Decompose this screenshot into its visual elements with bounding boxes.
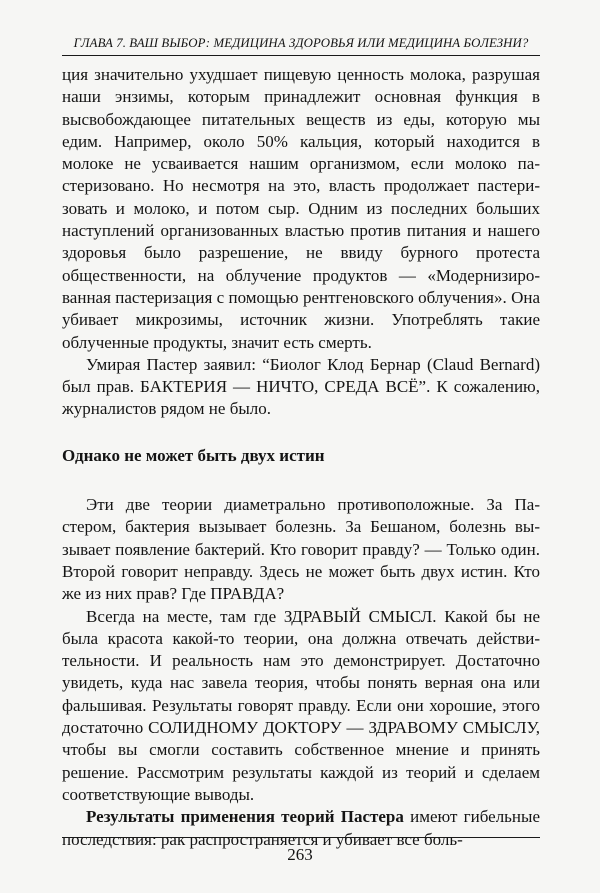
paragraph-common-sense: Всегда на месте, там где ЗДРАВЫЙ СМЫСЛ. Какой бы не была красота какой-то теории, она должна отвечать действительности. И реальность нам это демонстрирует. Достаточно увидеть, куда нас завела теория, чтобы понять верная она или фальшивая. Результаты говорят правду. Если они хорошие, этого достаточно СОЛИДНОМУ ДОКТОРУ — ЗДРАВОМУ СМЫСЛУ, чтобы вы смогли составить собственное мнение и принять решение. Рассмотрим результаты каждой из теорий и сделаем соответствующие выводы. <box>62 606 540 804</box>
page-number: 263 <box>287 845 313 864</box>
results-rest: имеют гибельные последствия: рак распространяется и убивает все боль- <box>62 807 540 849</box>
paragraph-continued: ция значительно ухудшает пищевую ценность молока, разрушая наши энзимы, которым принадлежит основная функция в высвобождающее питательных веществ из еды, которую мы едим. Например, около 50% кальция, который находится в молоке не усваивается нашим организмом, если молоко пастеризовано. Но несмотря на это, власть продолжает пастеризовать и молоко, и потом сыр. Одним из последних больших наступлений организованных властью против питания и нашего здоровья было разрешение, не ввиду бурного протеста общественности, на облучение продуктов — «Модернизированная пастеризация с помощью рентгеновского облучения». Она убивает микрозимы, источник жизни. Употреблять такие облученные продукты, значит есть смерть. <box>62 65 540 352</box>
results-lead-bold: Результаты применения теорий Пастера <box>86 807 404 827</box>
footer-rule <box>62 837 540 838</box>
paragraph-two-theories: Эти две теории диаметрально противоположные. За Пастером, бактерия вызывает болезнь. За Бешаном, болезнь вызывает появление бактерий. Кто говорит правду? — Только один. Второй говорит неправду. Здесь не может быть двух истин. Кто же из них прав? Где ПРАВДА? <box>62 495 540 604</box>
paragraph-pasteur-quote: Умирая Пастер заявил: “Биолог Клод Бернар (Claud Bernard) был прав. БАКТЕРИЯ — НИЧТО, СРЕДА ВСЁ”. К сожалению, журналистов рядом не было. <box>62 354 540 419</box>
running-header: ГЛАВА 7. ВАШ ВЫБОР: МЕДИЦИНА ЗДОРОВЬЯ ИЛИ МЕДИЦИНА БОЛЕЗНИ? <box>73 36 529 50</box>
header-rule <box>62 55 540 56</box>
section-heading: Однако не может быть двух истин <box>62 445 325 465</box>
main-text <box>62 64 540 851</box>
